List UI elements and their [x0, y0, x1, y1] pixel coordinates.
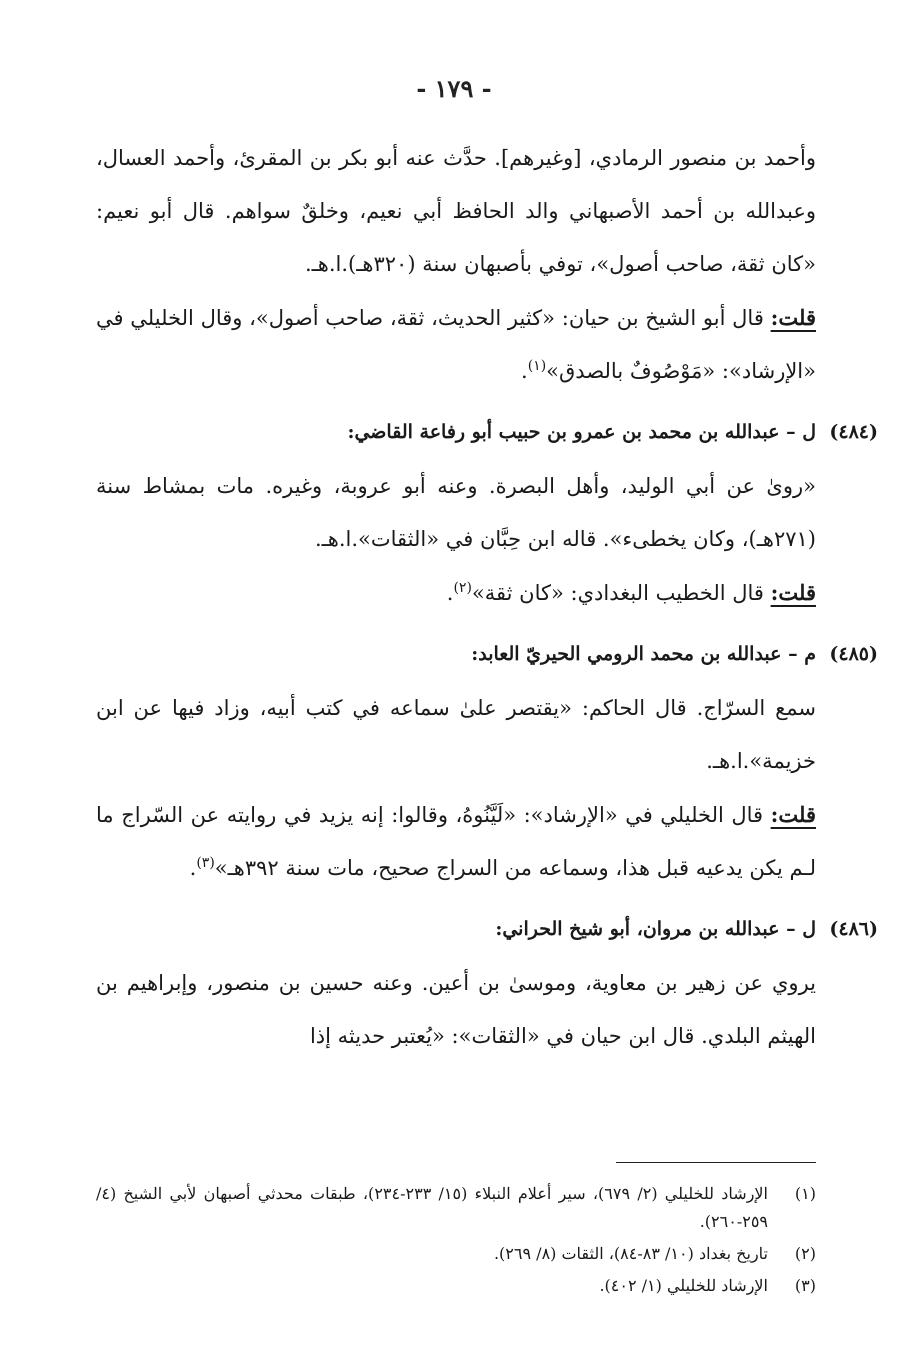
- intro-paragraph: وأحمد بن منصور الرمادي، [وغيرهم]. حدَّث عنه أبو بكر بن المقرئ، وأحمد العسال، وعبدالله بن أحمد الأصبهاني والد الحافظ أبي نعيم، وخلقٌ سواهم. قال أبو نعيم: «كان ثقة، صاحب أصول»، توفي بأصبهان سنة (٣٢٠هـ).ا.هـ.: [96, 146, 816, 276]
- entry-title: م – عبدالله بن محمد الرومي الحيريّ العابد:: [471, 643, 816, 665]
- qultu-label: قلت:: [770, 305, 816, 330]
- footnote-text: تاريخ بغداد (١٠/ ٨٣-٨٤)، الثقات (٨/ ٢٦٩).: [493, 1244, 768, 1263]
- entry-note-end: .: [446, 581, 454, 605]
- qultu-label: قلت:: [770, 580, 816, 605]
- footnote-ref[interactable]: (٢): [453, 580, 472, 596]
- entry-note: [96, 788, 816, 895]
- footnote-divider: [616, 1162, 816, 1163]
- entry-heading: [96, 410, 878, 454]
- entry-note-text: قال الخليلي في «الإرشاد»: «لَيَّنُوهُ، وقالوا: إنه يزيد في روايته عن السّراج ما لـم يكن يدعيه قبل هذا، وسماعه من السراج صحيح، مات سنة ٣٩٢هـ»: [96, 803, 816, 880]
- entry-number: (٤٨٥): [829, 643, 878, 665]
- entry-title: ل – عبدالله بن محمد بن عمرو بن حبيب أبو رفاعة القاضي:: [347, 421, 816, 443]
- intro-note-text: قال أبو الشيخ بن حيان: «كثير الحديث، ثقة، صاحب أصول»، وقال الخليلي في «الإرشاد»: «مَوْصُوفٌ بالصدق»: [96, 306, 816, 383]
- qultu-label: قلت:: [770, 802, 816, 827]
- entry-note-text: قال الخطيب البغدادي: «كان ثقة»: [471, 581, 771, 605]
- entry-body: «روىٰ عن أبي الوليد، وأهل البصرة. وعنه أبو عروبة، وغيره. مات بمشاط سنة (٢٧١هـ)، وكان يخطىء». قاله ابن حِبَّان في «الثقات».ا.هـ.: [96, 474, 816, 551]
- entry-note-end: .: [189, 856, 197, 880]
- footnotes: [96, 1180, 816, 1304]
- footnote-item: [96, 1240, 816, 1268]
- footnote-number: (١): [794, 1184, 816, 1203]
- entry-486: [96, 907, 878, 1063]
- entry-number: (٤٨٤): [829, 421, 878, 443]
- entry-number: (٤٨٦): [829, 918, 878, 940]
- footnote-ref[interactable]: (١): [527, 358, 547, 374]
- footnote-number: (٢): [794, 1244, 816, 1263]
- entry-body: يروي عن زهير بن معاوية، وموسىٰ بن أعين. وعنه حسين بن منصور، وإبراهيم بن الهيثم البلدي. قال ابن حيان في «الثقات»: «يُعتبر حديثه إذا: [96, 971, 816, 1048]
- footnote-text: الإرشاد للخليلي (٢/ ٦٧٩)، سير أعلام النبلاء (١٥/ ٢٣٣-٢٣٤)، طبقات محدثي أصبهان لأبي الشيخ (٤/ ٢٥٩-٢٦٠).: [96, 1184, 769, 1231]
- entry-title: ل – عبدالله بن مروان، أبو شيخ الحراني:: [495, 918, 816, 940]
- footnote-text: الإرشاد للخليلي (١/ ٤٠٢).: [599, 1276, 768, 1295]
- main-text: [96, 132, 878, 1063]
- page-number: - ١٧٩ -: [416, 74, 492, 103]
- entry-485: [96, 632, 878, 895]
- footnote-item: [96, 1180, 816, 1236]
- entry-body: سمع السرّاج. قال الحاكم: «يقتصر علىٰ سماعه في كتب أبيه، وزاد فيها عن ابن خزيمة».ا.هـ.: [96, 696, 816, 773]
- entry-heading: [96, 907, 878, 951]
- footnote-ref[interactable]: (٣): [196, 855, 215, 871]
- intro-note: [96, 291, 816, 398]
- entry-note: [96, 566, 816, 620]
- entry-heading: [96, 632, 878, 676]
- footnote-item: [96, 1272, 816, 1300]
- intro-note-end: .: [521, 359, 528, 383]
- footnote-number: (٣): [794, 1276, 816, 1295]
- entry-484: [96, 410, 878, 620]
